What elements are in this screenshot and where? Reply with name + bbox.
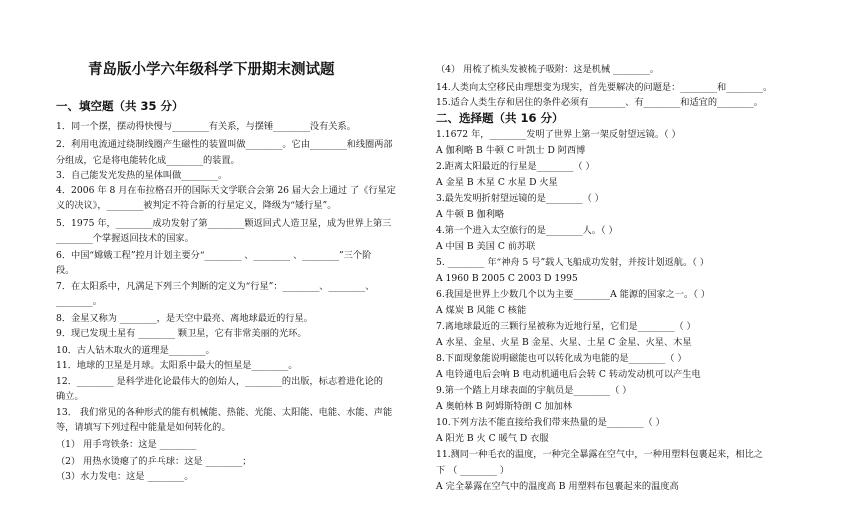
question-line: 7.离地球最近的三颗行星被称为近地行星，它们是________（ ）	[436, 321, 696, 332]
question-line: ________个掌握返回技术的国家。	[56, 233, 194, 244]
question-line: 8.下面现象能说明磁能也可以转化成为电能的是________（ ）	[436, 353, 687, 364]
question-line: （3）水力发电：这是 ________。	[56, 471, 194, 482]
question-line: 15.适合人类生存和居住的条件必须有________、有________和适宜的________。	[436, 97, 763, 108]
option-line: A 中国 B 美国 C 前苏联	[436, 241, 536, 252]
question-line: 11.测同一种毛衣的温度，一种完全暴露在空气中，一种用塑料包裹起来，相比之	[436, 449, 763, 460]
question-line: 6．中国“嫦娥工程”控月计划主要分“________ 、________ 、________”三个阶	[56, 250, 372, 261]
question-line: 段。	[56, 265, 75, 276]
option-line: A 电铃通电后会响 B 电动机通电后会转 C 转动发动机可以产生电	[436, 369, 701, 380]
question-line: 2.距离太阳最近的行星是________（ ）	[436, 161, 595, 172]
question-line: 义的决议》，________被判定不符合新的行星定义，降级为“矮行星”。	[56, 200, 337, 211]
option-line: A 阳光 B 火 C 暖气 D 衣服	[436, 433, 549, 444]
question-line: 9.第一个踏上月球表面的宇航员是________（ ）	[436, 385, 632, 396]
page-title: 青岛版小学六年级科学下册期末测试题	[88, 62, 335, 78]
question-line: 确立。	[56, 391, 84, 402]
question-line: 5. ________ 年“神舟 5 号”载人飞船成功发射，并按计划返航。（ ）	[436, 257, 709, 268]
option-line: A 金星 B 木星 C 水星 D 火星	[436, 177, 558, 188]
question-line: 8．金星又称为 ________，是天空中最亮、离地球最近的行星。	[56, 313, 313, 324]
question-line: 11．地球的卫星是月球。太阳系中最大的恒星是________。	[56, 360, 298, 371]
section-choice-heading: 二、选择题（共 16 分）	[436, 111, 564, 125]
option-line: A 1960 B 2005 C 2003 D 1995	[436, 273, 578, 284]
option-line: A 伽利略 B 牛顿 C 叶凯士 D 阿西博	[436, 145, 586, 156]
question-line: 9．现已发现土星有 ________ 颗卫星，它有非常美丽的光环。	[56, 328, 307, 339]
question-line: 4.第一个进入太空旅行的是________人。（ ）	[436, 225, 618, 236]
question-line: （2） 用热水烫瘪了的乒乓球：这是 ________；	[56, 456, 252, 467]
question-line: （1） 用手弯铁条：这是 ________	[56, 439, 197, 450]
question-line: 3．自己能发光发热的星体叫做________。	[56, 170, 228, 181]
question-line: （4） 用梳了梳头发被梳子吸附：这是机械 ________。	[436, 64, 659, 75]
option-line: A 完全暴露在空气中的温度高 B 用塑料布包裹起来的温度高	[436, 481, 679, 492]
question-line: 6.我国是世界上少数几个以为主要________A 能源的国家之一。（ ）	[436, 289, 710, 300]
question-line: 1．同一个摆，摆动得快慢与________有关系，与摆锤________没有关系。	[56, 121, 356, 132]
question-line: 7．在太阳系中，凡满足下列三个判断的定义为“行星”：________、________、	[56, 281, 375, 292]
option-line: A 奥帕林 B 阿姆斯特朗 C 加加林	[436, 401, 573, 412]
question-line: ________。	[56, 296, 102, 307]
question-line: 等，请填写下列过程中能量是如何转化的。	[56, 422, 231, 433]
question-line: 12．________ 是科学进化论最伟大的创始人，________的出版，标志着进化论的	[56, 376, 383, 387]
question-line: 10．古人钻木取火的道理是________。	[56, 345, 215, 356]
question-line: 3.最先发明折射望远镜的是________（ ）	[436, 193, 604, 204]
option-line: A 牛顿 B 伽利略	[436, 209, 505, 220]
question-line: 5．1975 年，________成功发射了第________颗返回式人造卫星，成为世界上第三	[56, 218, 392, 229]
question-line: 14.人类向太空移民由理想变为现实，首先要解决的问题是：________和________。	[436, 82, 773, 93]
question-line: 分组成，它是将电能转化成________的装置。	[56, 155, 240, 166]
question-line: 2．利用电流通过绕制线圈产生磁性的装置叫做________。它由________和线圈两部	[56, 139, 393, 150]
question-line: 下 （ ________ ）	[436, 465, 510, 476]
option-line: A 水星、金星、火星 B 金星、火星、土星 C 金星、火星、木星	[436, 337, 692, 348]
question-line: 13． 我们常见的各种形式的能有机械能、热能、光能、太阳能、电能、水能、声能	[56, 407, 393, 418]
question-line: 4．2006 年 8 月在布拉格召开的国际天文学联合会第 26 届大会上通过 了《行星定	[56, 185, 396, 196]
question-line: 1.1672 年，________发明了世界上第一架反射望远镜。（ ）	[436, 129, 681, 140]
question-line: 10.下列方法不能直接给我们带来热量的是________（ ）	[436, 417, 665, 428]
option-line: A 煤炭 B 风能 C 核能	[436, 305, 527, 316]
section-fill-blank-heading: 一、填空题（共 35 分）	[56, 99, 184, 113]
